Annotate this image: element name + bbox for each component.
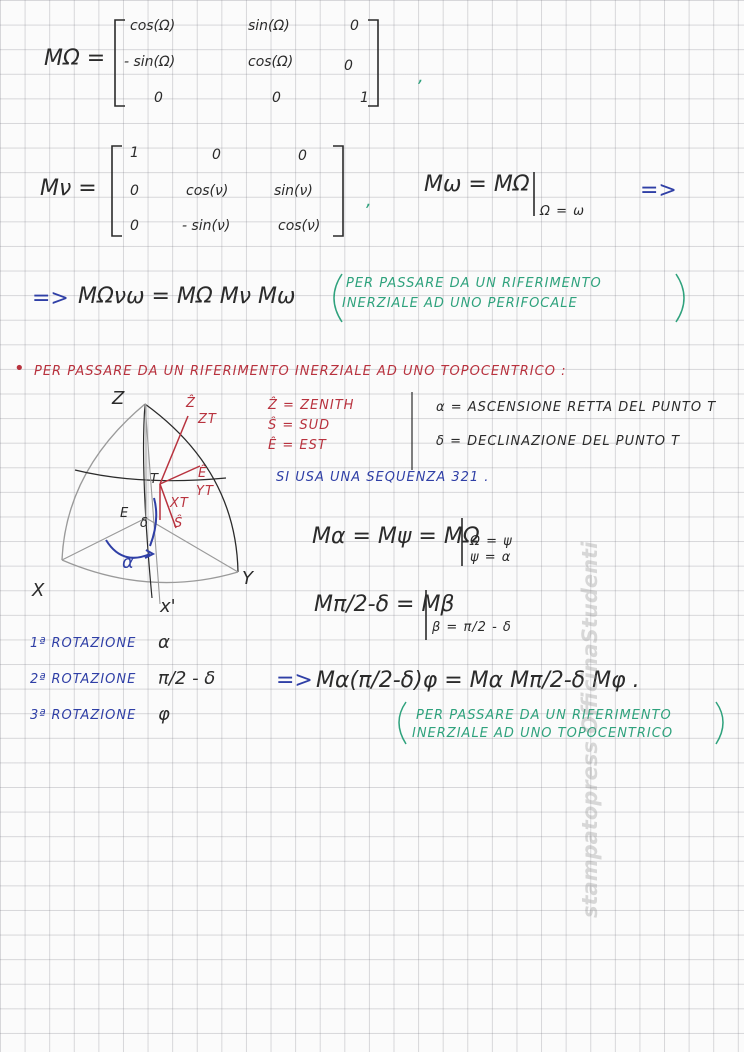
topo-heading: PER PASSARE DA UN RIFERIMENTO INERZIALE AD UNO TOPOCENTRICO : [34, 364, 567, 379]
watermark-text: stampatopress OfficinaStudenti [578, 541, 602, 918]
matrix-nu-r1c3: 0 [298, 148, 307, 164]
matrix-nu-separator: , [366, 190, 372, 211]
rotation-1-label: 1ª ROTAZIONE [30, 636, 137, 651]
diagram-label-y-t: YT [196, 484, 214, 499]
matrix-omega-r2c1: - sin(Ω) [124, 54, 176, 70]
rotation-2-label: 2ª ROTAZIONE [30, 672, 137, 687]
rotation-1-value: α [158, 632, 170, 653]
matrix-nu-r2c3: sin(ν) [274, 183, 313, 199]
rotation-3-value: φ [158, 704, 170, 725]
matrix-omega-separator: , [418, 66, 424, 87]
m-omega-implies-arrow: => [640, 178, 677, 203]
matrix-omega-r2c3: 0 [344, 58, 353, 74]
delta-definition: δ = DECLINAZIONE DEL PUNTO T [436, 434, 681, 449]
diagram-label-alpha: α [122, 552, 134, 573]
matrix-omega-lhs: MΩ = [44, 46, 106, 71]
m-omega-expression: Mω = MΩ [424, 172, 530, 197]
composite-expression: MΩνω = MΩ Mν Mω [78, 284, 296, 309]
rotation-3-label: 3ª ROTAZIONE [30, 708, 137, 723]
matrix-omega-r3c1: 0 [154, 90, 163, 106]
diagram-label-z: Z [112, 388, 125, 409]
composite-implies-arrow: => [32, 286, 69, 311]
eq-m-half-pi: Mπ/2-δ = Mβ [314, 592, 455, 617]
topo-note-line2: INERZIALE AD UNO TOPOCENTRICO [412, 726, 674, 741]
eq-composite-arrow: => [276, 668, 313, 693]
matrix-nu-r3c1: 0 [130, 218, 139, 234]
matrix-nu-r2c2: cos(ν) [186, 183, 229, 199]
topo-note-line1: PER PASSARE DA UN RIFERIMENTO [416, 708, 672, 723]
eq-m-alpha: Mα = Mψ = MΩ [312, 524, 480, 549]
legend-sud: Ŝ = SUD [268, 418, 331, 433]
diagram-label-t: T [150, 472, 159, 487]
diagram-label-delta: δ [140, 516, 149, 531]
matrix-nu-r3c3: cos(ν) [278, 218, 321, 234]
matrix-omega-r1c3: 0 [350, 18, 359, 34]
legend-est: Ê = EST [268, 438, 327, 453]
eq-m-half-pi-sub: β = π/2 - δ [432, 620, 512, 635]
composite-note-line2: INERZIALE AD UNO PERIFOCALE [342, 296, 578, 311]
diagram-label-y: Y [242, 568, 253, 589]
matrix-nu-r3c2: - sin(ν) [182, 218, 231, 234]
matrix-omega-r3c3: 1 [360, 90, 369, 106]
diagram-label-x-t: XT [170, 496, 189, 511]
diagram-label-x: X [32, 580, 45, 601]
diagram-label-e-hat: Ê [198, 466, 208, 481]
legend-zenith: Ẑ = ZENITH [268, 398, 355, 413]
matrix-nu-r1c2: 0 [212, 147, 221, 163]
rotation-2-value: π/2 - δ [158, 668, 216, 689]
matrix-omega-r2c2: cos(Ω) [248, 54, 294, 70]
matrix-nu-r2c1: 0 [130, 183, 139, 199]
diagram-label-z-hat: Ẑ [186, 396, 196, 411]
eq-m-alpha-sub2: ψ = α [470, 550, 512, 565]
matrix-nu-lhs: Mν = [40, 176, 97, 201]
diagram-label-e: E [120, 506, 130, 521]
eq-composite: Mα(π/2-δ)φ = Mα Mπ/2-δ Mφ . [316, 668, 640, 693]
composite-note-line1: PER PASSARE DA UN RIFERIMENTO [346, 276, 602, 291]
matrix-omega-r3c2: 0 [272, 90, 281, 106]
eq-m-alpha-sub1: Ω = ψ [470, 534, 513, 549]
m-omega-substitution: Ω = ω [540, 204, 585, 219]
celestial-sphere-diagram [62, 404, 238, 604]
alpha-definition: α = ASCENSIONE RETTA DEL PUNTO T [436, 400, 717, 415]
topo-bullet: • [14, 358, 25, 379]
matrix-omega-r1c2: sin(Ω) [248, 18, 290, 34]
diagram-label-x-prime: x' [160, 596, 176, 617]
matrix-omega-r1c1: cos(Ω) [130, 18, 176, 34]
diagram-label-s-hat: Ŝ [174, 516, 184, 531]
diagram-label-z-t: ZT [198, 412, 217, 427]
matrix-nu-r1c1: 1 [130, 145, 139, 161]
sequence-statement: SI USA UNA SEQUENZA 321 . [276, 470, 490, 485]
